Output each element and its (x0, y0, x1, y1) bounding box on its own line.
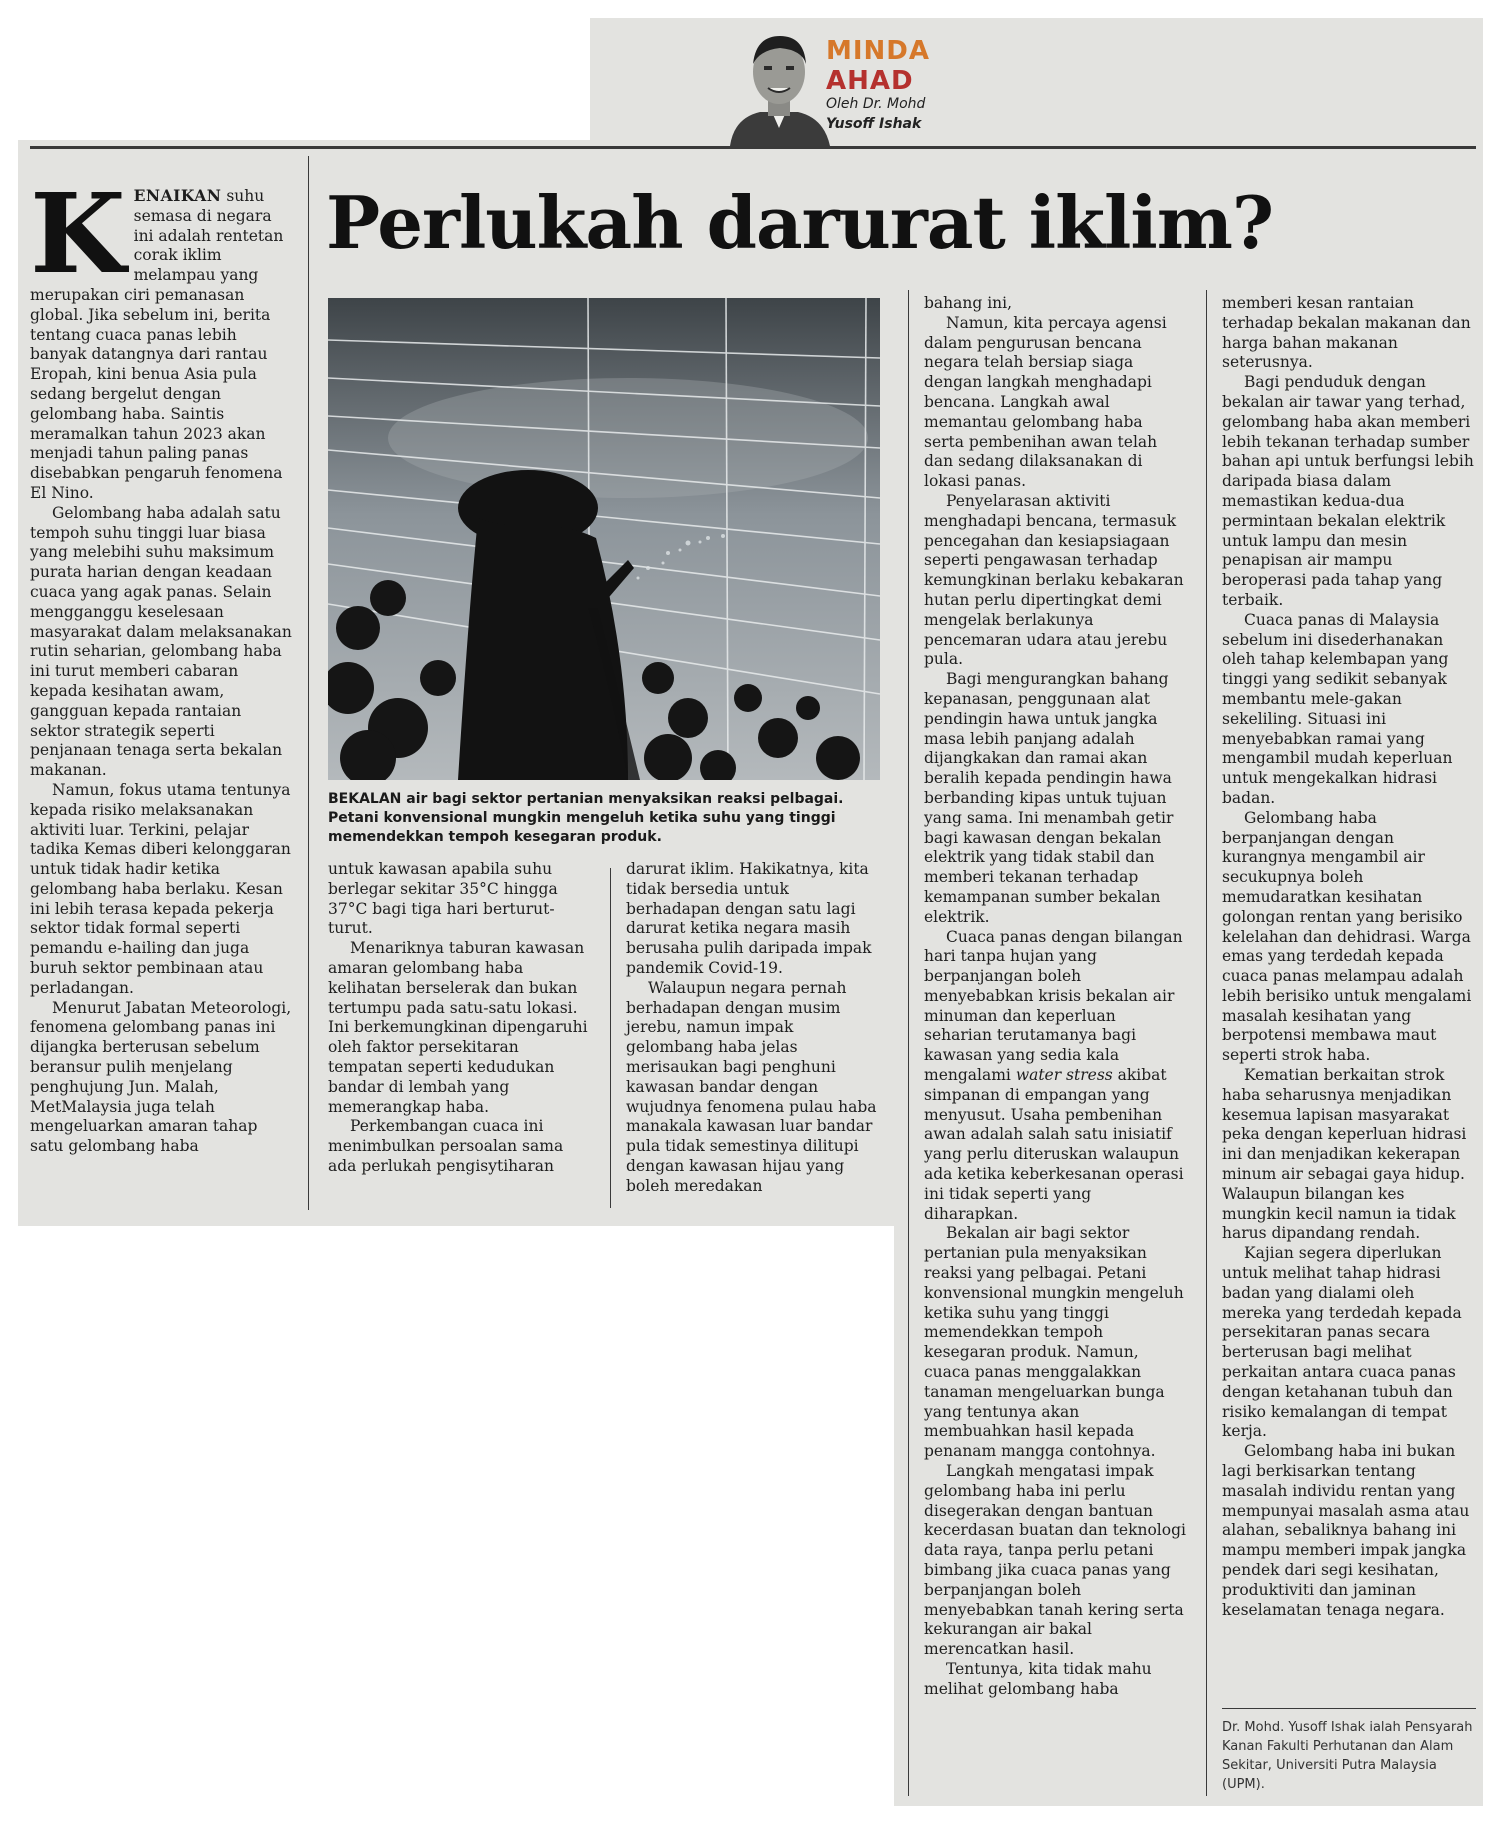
column-divider (308, 156, 309, 1210)
paragraph: Gelombang haba berpanjangan dengan kurangnya mengambil air secukupnya boleh memudaratkan kesihatan golongan rentan yang berisiko kelelahan dan dehidrasi. Warga emas yang terdedah kepada cuaca panas melampau adalah lebih berisiko untuk mengalami masalah kesihatan yang berpotensi membawa maut seperti strok haba. (1222, 808, 1472, 1065)
paragraph: Gelombang haba ini bukan lagi berkisarkan tentang masalah individu rentan yang mempunyai masalah asma atau alahan, sebaliknya bahang ini mampu memberi impak jangka pendek dari segi kesihatan, produktiviti dan jaminan keselamatan tenaga negara. (1222, 1442, 1470, 1619)
byline-line-1: Oleh Dr. Mohd (826, 96, 926, 112)
paragraph-part: akibat simpanan di empangan yang menyusut. Usaha pembenihan awan adalah salah satu inisiatif yang perlu diteruskan walaupun ada ketika keberkesanan operasi ini tidak seperti yang diharapkan. (924, 1066, 1184, 1223)
caption-lead: BEKALAN (328, 791, 402, 807)
author-bio: Dr. Mohd. Yusoff Ishak ialah Pensyarah Kanan Fakulti Perhutanan dan Alam Sekitar, Universiti Putra Malaysia (UPM). (1222, 1720, 1473, 1792)
article-column-4 (1222, 294, 1476, 1714)
paragraph (924, 928, 1186, 1225)
paragraph: Langkah mengatasi impak gelombang haba ini perlu disegerakan dengan bantuan kecerdasan buatan dan teknologi data raya, tanpa perlu petani bimbang jika cuaca panas yang berpanjangan boleh menyebabkan tanah kering serta kekurangan air bakal merencatkan hasil. (924, 1462, 1186, 1659)
author-avatar (720, 24, 838, 146)
caption-text: air bagi sektor pertanian menyaksikan reaksi pelbagai. Petani konvensional mungkin mengeluh ketika suhu yang tinggi memendekkan tempoh kesegaran produk. (328, 791, 844, 845)
farmer-watering-photo (328, 298, 880, 780)
paragraph: Kematian berkaitan strok haba seharusnya menjadikan kesemua lapisan masyarakat peka dengan keperluan hidrasi ini dan menjadikan kekerapan minum air sebagai gaya hidup. Walaupun bilangan kes mungkin kecil namun ia tidak harus dipandang rendah. (1222, 1066, 1467, 1243)
paragraph: Bekalan air bagi sektor pertanian pula menyaksikan reaksi yang pelbagai. Petani konvensional mungkin mengeluh ketika suhu yang tinggi memendekkan tempoh kesegaran produk. Namun, cuaca panas menggalakkan tanaman mengeluarkan bunga yang tentunya akan membuahkan hasil kepada penanam mangga contohnya. (924, 1224, 1184, 1461)
paragraph: memberi kesan rantaian terhadap bekalan makanan dan harga bahan makanan seterusnya. (1222, 294, 1471, 372)
paragraph: Namun, kita percaya agensi dalam pengurusan bencana negara telah bersiap siaga dengan langkah menghadapi bencana. Langkah awal memantau gelombang haba serta pembenihan awan telah dan sedang dilaksanakan di lokasi panas. (924, 313, 1167, 491)
column-divider (908, 290, 909, 1796)
paragraph: Gelombang haba adalah satu tempoh suhu tinggi luar biasa yang melebihi suhu maksimum purata harian dengan keadaan cuaca yang agak panas. Selain mengganggu keselesaan masyarakat dalam melaksanakan rutin seharian, gelombang haba ini turut memberi cabaran kepada kesihatan awam, gangguan kepada rantaian sektor strategik seperti penjanaan tenaga serta bekalan makanan. (30, 503, 292, 780)
paragraph: Perkembangan cuaca ini menimbulkan persoalan sama ada perlukah pengisytiharan (328, 1117, 564, 1175)
paragraph: darurat iklim. Hakikatnya, kita tidak bersedia untuk berhadapan dengan satu lagi darurat ketika negara masih berusaha pulih daripada impak pandemik Covid-19. (626, 860, 872, 977)
paragraph: Tentunya, kita tidak mahu melihat gelombang haba (924, 1659, 1152, 1698)
paragraph: Walaupun negara pernah berhadapan dengan musim jerebu, namun impak gelombang haba jelas merisaukan bagi penghuni kawasan bandar dengan wujudnya fenomena pulau haba manakala kawasan luar bandar pula tidak semestinya dilitupi dengan kawasan hijau yang boleh meredakan (626, 978, 877, 1195)
photo-caption (328, 790, 880, 847)
paragraph: bahang ini, (924, 294, 1013, 312)
headline: Perlukah darurat iklim? (326, 180, 1274, 265)
paragraph: Bagi mengurangkan bahang kepanasan, penggunaan alat pendingin hawa untuk jangka masa lebih panjang adalah dijangkakan dan ramai akan beralih kepada pendingin hawa berbanding kipas untuk tujuan yang sama. Ini menambah getir bagi kawasan dengan bekalan elektrik yang tidak stabil dan memberi tekanan terhadap kemampanan sumber bekalan elektrik. (924, 670, 1174, 926)
paragraph: Penyelarasan aktiviti menghadapi bencana, termasuk pencegahan dan kesiapsiagaan seperti pengawasan terhadap kemungkinan berlaku kebakaran hutan perlu dipertingkat demi mengelak berlakunya pencemaran udara atau jerebu pula. (924, 491, 1184, 669)
drop-cap: K (30, 169, 126, 298)
paragraph: Bagi penduduk dengan bekalan air tawar yang terhad, gelombang haba akan memberi lebih tekanan terhadap sumber bahan api untuk berfungsi lebih daripada biasa dalam memastikan kedua-dua permintaan bekalan elektrik untuk lampu dan mesin penapisan air mampu beroperasi pada tahap yang terbaik. (1222, 373, 1474, 609)
article-column-2a (328, 860, 596, 1210)
column-divider (610, 868, 611, 1208)
top-rule (30, 146, 1476, 149)
italic-term: water stress (1015, 1066, 1113, 1085)
column-kicker-ahad: AHAD (826, 66, 914, 96)
article-column-3 (924, 294, 1186, 1794)
article-column-1 (30, 169, 294, 1206)
paragraph: Menariknya taburan kawasan amaran gelombang haba kelihatan berselerak dan bukan tertumpu pada satu-satu lokasi. Ini berkemungkinan dipengaruhi oleh faktor persekitaran tempatan seperti kedudukan bandar di lembah yang memerangkap haba. (328, 939, 588, 1116)
lead-caps: ENAIKAN (133, 186, 222, 205)
paragraph: Kajian segera diperlukan untuk melihat tahap hidrasi badan yang dialami oleh mereka yang terdedah kepada persekitaran panas secara berterusan bagi melihat perkaitan antara cuaca panas dengan ketahanan tubuh dan risiko kemalangan di tempat kerja. (1222, 1244, 1462, 1441)
paragraph: Namun, fokus utama tentunya kepada risiko melaksanakan aktiviti luar. Terkini, pelajar tadika Kemas diberi kelonggaran untuk tidak hadir ketika gelombang haba berlaku. Kesan ini lebih terasa kepada pekerja sektor tidak formal seperti pemandu e-hailing dan juga buruh sektor pembinaan atau perladangan. (30, 780, 291, 997)
paragraph: Menurut Jabatan Meteorologi, fenomena gelombang panas ini dijangka berterusan sebelum beransur pulih menjelang penghujung Jun. Malah, MetMalaysia juga telah mengeluarkan amaran tahap satu gelombang haba (30, 998, 292, 1156)
column-divider (1206, 290, 1207, 1796)
paragraph: suhu semasa di negara ini adalah rentetan corak iklim melampau yang merupakan ciri pemanasan global. Jika sebelum ini, berita tentang cuaca panas lebih banyak datangnya dari rantau Eropah, kini benua Asia pula sedang bergelut dengan gelombang haba. Saintis meramalkan tahun 2023 akan menjadi tahun paling panas disebabkan pengaruh fenomena El Nino. (30, 187, 284, 502)
paragraph: untuk kawasan apabila suhu berlegar sekitar 35°C hingga 37°C bagi tiga hari berturut-turut. (328, 860, 558, 938)
article-column-2b (626, 860, 882, 1210)
byline-line-2: Yusoff Ishak (826, 116, 922, 132)
paragraph-part: Cuaca panas dengan bilangan hari tanpa hujan yang berpanjangan boleh menyebabkan krisis bekalan air minuman dan keperluan seharian terutamanya bagi kawasan yang sedia kala mengalami (924, 927, 1183, 1085)
paragraph: Cuaca panas di Malaysia sebelum ini disederhanakan oleh tahap kelembapan yang tinggi yang sedikit sebanyak membantu mele-gakan sekeliling. Situasi ini menyebabkan ramai yang mengambil mudah keperluan untuk mengekalkan hidrasi badan. (1222, 610, 1453, 807)
column-kicker-minda: MINDA (826, 36, 931, 66)
